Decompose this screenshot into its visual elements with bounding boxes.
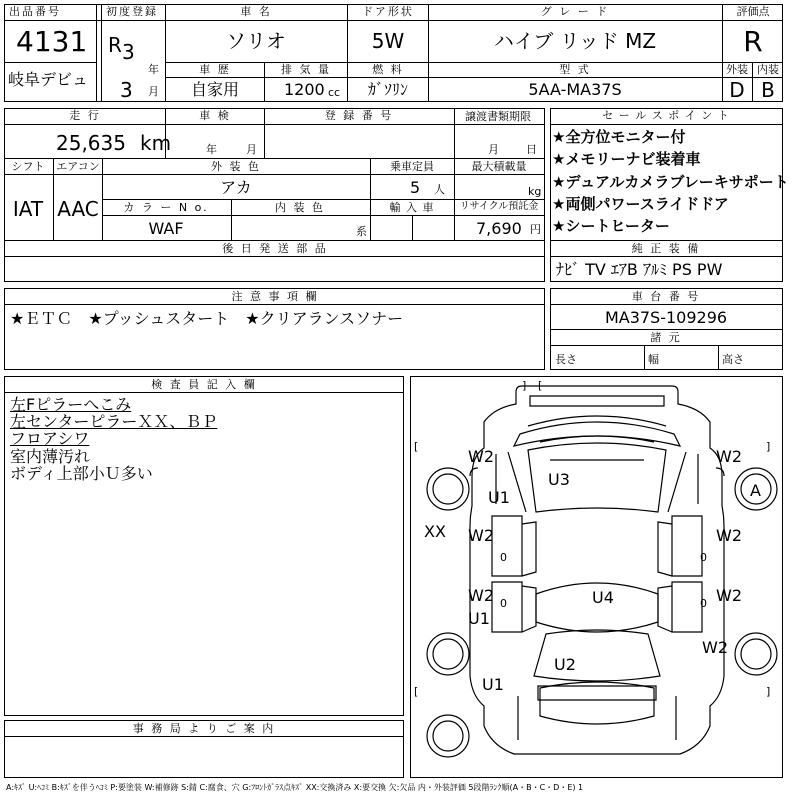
spec-width-label: 幅	[648, 353, 659, 366]
ext-score-value: D	[729, 78, 745, 102]
int-color-unit: 系	[356, 225, 367, 238]
diagram-bracket: ]	[766, 685, 771, 698]
recycle-value: 7,690	[476, 219, 522, 238]
damage-zero: 0	[500, 551, 507, 564]
inspection-year-unit: 年	[206, 143, 217, 156]
damage-u1-left-rear: U1	[468, 609, 490, 628]
mileage-unit: km	[140, 131, 172, 155]
max-load-label: 最大積載量	[471, 160, 527, 173]
first-reg-month: 3	[120, 78, 133, 102]
history-value: 自家用	[190, 80, 240, 99]
diagram-bracket: [	[414, 685, 419, 698]
model-value: 5AA-MA37S	[528, 80, 622, 99]
capacity-value: 5	[410, 178, 421, 197]
sales-point-item: ★シートヒーター	[552, 217, 670, 235]
fuel-value: ｶﾞｿﾘﾝ	[367, 80, 409, 99]
damage-u2-tailgate: U2	[554, 655, 576, 674]
damage-w2-right-door: W2	[716, 526, 742, 545]
grade-value: ハイブ リッド MZ	[493, 29, 657, 53]
inspection-label: 車 検	[199, 109, 231, 122]
int-score-label: 内装	[757, 63, 779, 76]
damage-zero: 0	[700, 597, 707, 610]
inspector-line: 左Fピラーへこみ	[10, 395, 132, 414]
import-label: 輸 入 車	[389, 201, 435, 214]
ext-color-value: アカ	[220, 178, 252, 197]
recycle-label: リサイクル預託金	[459, 201, 539, 212]
later-parts-label: 後 日 発 送 部 品	[222, 242, 328, 255]
color-no-label: カ ラ ー N o.	[123, 201, 209, 214]
car-name-value: ソリオ	[226, 29, 286, 53]
notes-label: 注 意 事 項 欄	[231, 290, 319, 303]
fuel-label: 燃 料	[372, 63, 404, 76]
int-color-label: 内 装 色	[275, 201, 325, 214]
chassis-value: MA37S-109296	[604, 308, 728, 327]
diagram-bracket: ]	[766, 440, 771, 453]
inspector-line: ボディ上部小Ｕ多い	[10, 464, 153, 483]
first-reg-year-unit: 年	[148, 63, 159, 76]
max-load-unit: kg	[528, 185, 542, 198]
int-score-value: B	[761, 78, 775, 102]
model-label: 型 式	[559, 63, 591, 76]
inspector-line: 左センターピラーＸＸ、ＢＰ	[10, 412, 218, 431]
first-reg-label: 初度登録	[106, 5, 158, 18]
ext-score-label: 外装	[726, 63, 748, 76]
chassis-label: 車 台 番 号	[631, 290, 701, 303]
sales-point-item: ★メモリーナビ装着車	[552, 150, 701, 168]
inspector-label: 検 査 員 記 入 欄	[151, 378, 257, 391]
damage-zero: 0	[500, 597, 507, 610]
transfer-month-unit: 月	[488, 143, 499, 156]
ext-color-label: 外 装 色	[211, 160, 261, 173]
registration-label: 登 録 番 号	[324, 109, 394, 122]
diagram-bracket: [	[538, 379, 543, 392]
displacement-label: 排 気 量	[281, 63, 331, 76]
damage-w2-right-rear: W2	[716, 586, 742, 605]
lot-label: 出品番号	[9, 5, 61, 18]
damage-legend: A:ｷｽﾞ U:ﾍｺﾐ B:ｷｽﾞを伴うﾍｺﾐ P:要塗装 W:補修跡 S:錆 C:腐食、穴 G:ﾌﾛﾝﾄｶﾞﾗｽ点ｷｽﾞ XX:交換済み X:要交換 欠:欠品 内・外装評価 5段階ﾗﾝｸ順(A・B・C・D・E) 1	[6, 783, 584, 792]
car-diagram	[410, 376, 783, 778]
shift-label: シフト	[11, 160, 45, 173]
aircon-value: AAC	[57, 197, 99, 221]
door-label: ドア形状	[362, 5, 414, 18]
sales-point-item: ★デュアルカメラブレーキサポート	[552, 173, 789, 191]
door-value: 5W	[371, 29, 405, 53]
inspection-month-unit: 月	[246, 143, 257, 156]
damage-w2-right-quarter: W2	[702, 638, 728, 657]
damage-w2-left-door: W2	[468, 526, 494, 545]
recycle-unit: 円	[530, 223, 541, 236]
first-reg-year: 3	[122, 40, 135, 64]
history-label: 車 歴	[199, 63, 231, 76]
displacement-unit: cc	[328, 86, 341, 99]
equipment-value: ﾅﾋﾞ TV ｴｱB ｱﾙﾐ PS PW	[556, 260, 723, 279]
aircon-label: エアコン	[56, 160, 100, 173]
car-name-label: 車 名	[240, 5, 272, 18]
damage-u1-front-left: U1	[488, 488, 510, 507]
damage-w2-front-right: W2	[716, 447, 742, 466]
score-value: R	[743, 25, 763, 58]
damage-w2-front-left: W2	[468, 447, 494, 466]
damage-u4-floor: U4	[592, 588, 614, 607]
displacement-value: 1200	[284, 80, 325, 99]
first-reg-era: R	[108, 33, 122, 57]
specs-label: 諸 元	[650, 331, 682, 344]
score-label: 評価点	[736, 5, 770, 18]
grade-label: グ レ ー ド	[540, 5, 610, 18]
sales-point-item: ★両側パワースライドドア	[552, 195, 729, 213]
color-no-value: WAF	[148, 219, 184, 238]
transfer-label: 譲渡書類期限	[465, 110, 531, 123]
diagram-bracket: [	[414, 440, 419, 453]
capacity-label: 乗車定員	[390, 160, 434, 173]
damage-xx-pillar: XX	[424, 522, 446, 541]
notes-value: ★ＥＴＣ ★プッシュスタート ★クリアランスソナー	[10, 309, 404, 328]
damage-zero: 0	[700, 551, 707, 564]
first-reg-month-unit: 月	[148, 85, 159, 98]
damage-a-wheel: A	[750, 481, 761, 500]
spec-length-label: 長さ	[555, 353, 577, 366]
capacity-unit: 人	[434, 183, 445, 196]
diagram-bracket: ]	[522, 379, 527, 392]
inspector-line: 室内薄汚れ	[10, 447, 91, 466]
inspector-line: フロアシワ	[10, 429, 90, 448]
shift-value: IAT	[12, 197, 44, 221]
spec-height-label: 高さ	[722, 353, 744, 366]
damage-w2-left-rear: W2	[468, 586, 494, 605]
transfer-day-unit: 日	[526, 143, 537, 156]
mileage-value: 25,635	[56, 131, 126, 155]
sales-point-item: ★全方位モニター付	[552, 128, 686, 146]
mileage-label: 走 行	[69, 109, 101, 122]
equipment-label: 純 正 装 備	[631, 242, 701, 255]
venue-name: 岐阜デビュ	[8, 70, 89, 89]
sales-points-label: セ ー ル ス ポ イ ン ト	[602, 109, 730, 122]
lot-number: 4131	[16, 25, 88, 58]
office-label: 事 務 局 よ り ご 案 内	[132, 722, 276, 735]
damage-u1-left-quarter: U1	[482, 675, 504, 694]
damage-u3-roof: U3	[548, 470, 570, 489]
